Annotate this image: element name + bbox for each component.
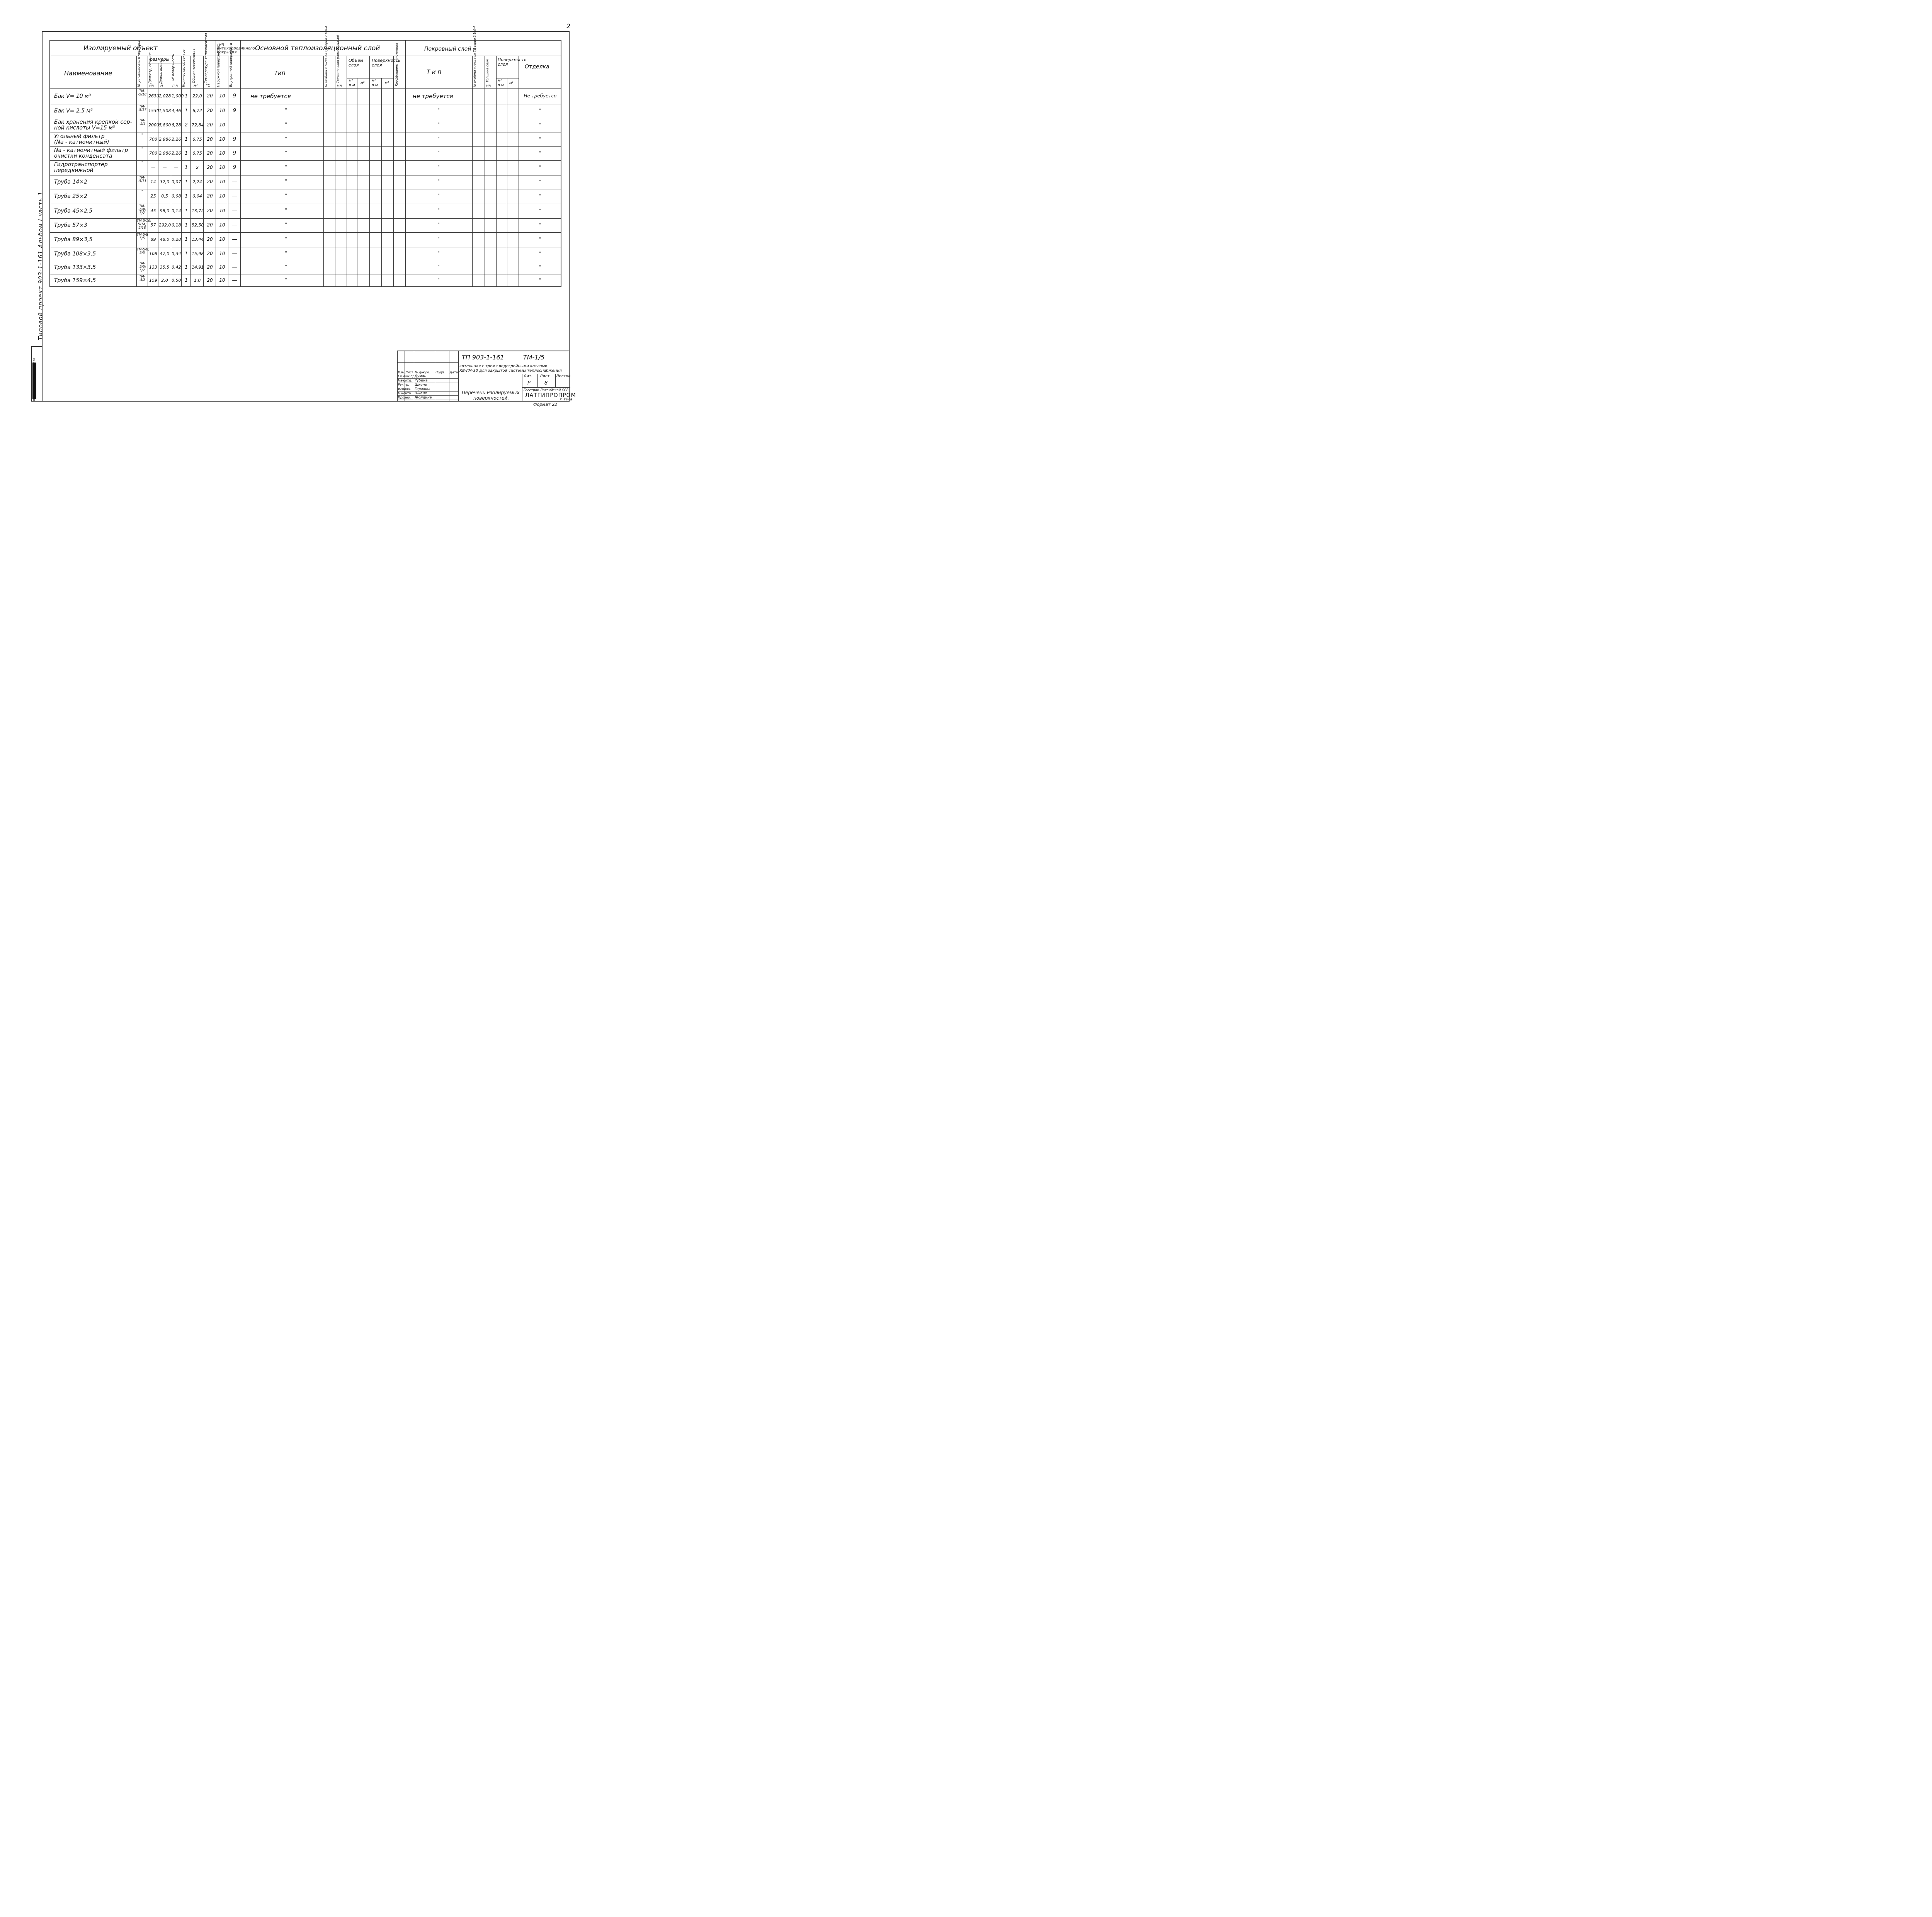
row-name: очистки конденсата [54,153,112,159]
stamp-role: Гл.инж.пр. [398,375,416,378]
sheet-number: 2 [566,22,571,30]
finish: " [539,193,541,199]
cell-total: 1,0 [194,278,201,283]
header-main-type: Тип [274,70,286,77]
cell-total: 2 [196,165,199,170]
doc-title-line1: Перечень изолируемых [462,390,520,395]
sheet-code: ТМ-1/5 [523,354,545,361]
stamp-role: Исполн. [398,387,411,391]
grid-line [369,56,370,287]
cell-q: 1 [185,179,188,185]
org-name: ЛАТГИПРОПРОМ [525,392,576,398]
cell-d: — [151,165,155,170]
cell-s: 2,26 [172,150,181,156]
cell-outer: 10 [219,251,225,257]
cell-temp: 20 [207,251,213,257]
cell-outer: 10 [219,179,225,185]
cell-inner: 9 [233,150,236,156]
cell-l: 0,5 [161,193,168,199]
cell-inner: — [232,264,237,270]
grid-line [472,56,473,287]
cell-s: 0,50 [172,278,181,283]
cell-inner: — [232,277,237,283]
cell-l: 47,0 [160,251,170,256]
cell-temp: 20 [207,264,213,270]
header-cover-surface: Поверхность слоя [498,57,527,67]
cell-inner: — [232,193,237,199]
cell-q: 1 [185,165,188,170]
cell-d: 1530 [148,108,159,113]
cell-inner: — [232,222,237,228]
cover-layer-type: " [437,193,440,198]
cell-outer: 10 [219,222,225,228]
finish: " [539,278,541,283]
title-block: ТП 903-1-161 ТМ-1/5 котельная с тремя водогрейными котлами КВ-ГМ-30 для закрытой системы теплоснабжения Перечень изолируемых поверхностей. Изм. Лист № докум. Подп. Дата Гл.инж.пр. Думан Нач.отд. Рубина Рук.гр. Шкене Исполн. Гержова Н.контр. Шкене Провер. Жолдина Лит. Лист Листов Р 8 Госстрой Латвийской ССР ЛАТГИПРОПРОМ г. Рига [397,351,570,402]
cell-l: 292,0 [159,222,171,228]
cell-q: 2 [185,122,188,128]
cell-inner: 9 [233,93,236,99]
cell-temp: 20 [207,93,213,99]
cell-s: 2,26 [172,136,181,142]
header-cover-layer: Покровный слой [424,46,471,52]
row-name: Труба 45×2,5 [54,208,93,214]
main-layer-type: " [285,150,287,155]
cell-l: 32,0 [160,179,170,184]
cell-s: 1,000 [172,93,184,99]
cell-total: 6,72 [192,108,202,113]
project-code: ТП 903-1-161 [462,354,504,361]
cell-outer: 10 [219,165,225,170]
cell-q: 1 [185,150,188,156]
finish: " [539,264,541,270]
cell-d: 14 [150,179,156,184]
row-name: Бак V= 10 м³ [54,93,91,99]
cell-total: 13,44 [192,237,204,242]
cell-total: 52,50 [192,222,204,228]
cell-q: 1 [185,278,188,283]
cell-temp: 20 [207,179,213,185]
stamp-person: Шкене [415,383,427,387]
main-layer-type: " [285,136,287,141]
grid-line [496,56,497,287]
cell-total: 72,84 [192,122,204,128]
main-layer-type: " [285,264,287,269]
cell-inner: 9 [233,164,236,170]
cover-layer-type: " [437,250,440,256]
cell-inner: — [232,236,237,242]
cover-layer-type: " [437,277,440,283]
finish: " [539,136,541,142]
cell-outer: 10 [219,237,225,242]
stamp-person: Думан [415,375,427,378]
stamp-person: Шкене [415,392,427,395]
finish: Не требуется [524,93,557,99]
row-name: Бак V= 2,5 м² [54,107,93,114]
cover-layer-type: " [437,164,440,170]
cell-d: 108 [149,251,157,256]
row-name: Бак хранения крепкой сер- [54,119,132,125]
cell-l: 98,0 [160,208,170,213]
cell-total: 13,72 [192,208,204,213]
header-temperature: Температура теплоносителя [204,33,208,83]
stamp-person: Рубина [415,379,428,383]
finish: " [539,237,541,242]
cell-q: 1 [185,237,188,242]
header-surface-per-m: м² поверхность [172,54,175,81]
cell-drawing: ТМ-5/8; 5/5 [137,248,150,255]
row-name: ной кислоты V=15 м³ [54,125,115,131]
main-layer-type: " [285,208,287,213]
header-thickness-cover: Толщина слоя [486,59,489,82]
main-layer-type: не требуется [250,93,291,100]
cover-layer-type: " [437,264,440,269]
cell-s: 6,28 [172,122,181,128]
header-outer: Наружной поверхности [217,46,221,87]
cell-outer: 10 [219,108,225,114]
cell-q: 1 [185,193,188,199]
stamp-person: Гержова [415,387,430,391]
cell-d: 159 [149,278,157,283]
finish: " [539,150,541,156]
cell-outer: 10 [219,208,225,214]
row-name: Nа - катионитный фильтр [54,147,128,153]
cover-layer-type: " [437,136,440,141]
cell-q: 1 [185,108,188,114]
cover-layer-type: " [437,179,440,184]
cover-layer-type: " [437,150,440,155]
main-layer-type: " [285,122,287,127]
cell-temp: 20 [207,122,213,128]
finish: " [539,251,541,256]
row-name: Труба 57×3 [54,222,87,228]
cell-s: 0,42 [172,264,181,270]
cell-d: 2630 [148,93,159,99]
cell-s: 0,08 [172,193,181,199]
cell-d: 25 [150,193,156,199]
stamp-role: Нач.отд. [398,379,412,382]
header-name: Наименование [64,70,112,77]
cell-d: 45 [150,208,156,213]
cell-drawing: ТМ- -5/17 [138,105,147,112]
cell-total: 6,75 [192,136,202,142]
row-name: Гидротранспортер [54,162,108,168]
cell-drawing: " [141,190,143,194]
header-main-layer: Основной теплоизоляционный слой [255,44,380,52]
stamp-title-line2: КВ-ГМ-30 для закрытой системы теплоснабжения [459,369,562,373]
cell-total: 0,04 [192,193,202,199]
main-layer-type: " [285,193,287,198]
org-line1: Госстрой Латвийской ССР [524,388,568,392]
header-compaction: Коэффициент уплотнения [395,43,398,86]
cell-total: 22,0 [192,93,202,99]
cell-drawing: ТМ-5/10; 5/14; 5/18 [137,219,151,230]
cell-inner: — [232,208,237,214]
cell-drawing: ТМ-5/8 5/5 [137,233,148,240]
cell-temp: 20 [207,237,213,242]
cell-q: 1 [185,208,188,214]
cell-l: 2,028 [159,93,171,99]
stamp-role: Провер. [398,396,411,399]
header-album-main: № альбома и листа по ТД серии 2.100-4 [325,26,328,87]
row-name: Труба 89×3,5 [54,236,93,243]
row-name: Труба 133×3,5 [54,264,96,271]
cell-q: 1 [185,251,188,257]
header-quantity: Количество объектов [182,49,186,87]
cell-inner: — [232,250,237,257]
format-label: Формат 22 [533,402,558,407]
grid-line [181,56,182,287]
cell-outer: 10 [219,136,225,142]
grid-line [381,78,382,287]
row-name: передвижной [54,167,94,174]
sheet-value: 8 [544,380,548,386]
grid-line [240,41,241,287]
cell-q: 1 [185,264,188,270]
cell-temp: 20 [207,165,213,170]
cover-layer-type: " [437,122,440,127]
header-object: Изолируемый объект [83,44,158,52]
row-name: Труба 14×2 [54,179,87,185]
cell-outer: 10 [219,193,225,199]
main-layer-type: " [285,222,287,227]
main-layer-type: " [285,250,287,256]
finish: " [539,108,541,113]
cell-l: 1,508 [159,108,171,113]
header-cover-type: Т и п [427,68,442,75]
main-layer-type: " [285,236,287,242]
cell-drawing: ТМ- -5/9; 5/7 [138,204,146,215]
cell-drawing: ТМ- -5/11 [138,176,147,183]
finish: " [539,122,541,128]
cell-s: 0,34 [172,251,181,256]
cell-l: 2,986 [159,150,171,156]
cell-d: 700 [149,136,157,142]
stamp-role: Н.контр. [398,392,412,395]
header-length: Длина, высота [159,58,163,84]
cell-l: 2,986 [159,136,171,142]
doc-title-line2: поверхностей. [473,395,509,401]
cell-drawing: ТМ- -5/18 [138,89,147,97]
header-finish: Отделка [525,64,549,70]
lit-value: Р [527,380,531,386]
org-city: г. Рига [560,398,572,402]
row-name: Угольный фильтр [54,133,105,140]
cell-s: 0,18 [172,222,181,228]
cover-layer-type: " [437,208,440,213]
cell-drawing: ТМ- -5/5; 5/7 [138,262,146,272]
row-name: Труба 159×4,5 [54,277,96,284]
cell-temp: 20 [207,278,213,283]
cell-q: 1 [185,136,188,142]
cover-layer-type: не требуется [413,93,453,100]
cell-s: 0,14 [172,208,181,213]
header-thickness-main: Толщина слоя (номинальная) [336,35,340,83]
cell-temp: 20 [207,150,213,156]
cell-d: 700 [149,150,157,156]
cell-s: 0,28 [172,237,181,242]
cell-q: 1 [185,93,188,99]
cell-d: 57 [150,222,156,228]
finish: " [539,179,541,184]
cell-drawing: ТМ- -1/4 [139,119,146,126]
cell-temp: 20 [207,222,213,228]
stamp-person: Жолдина [415,396,432,400]
cell-temp: 20 [207,193,213,199]
cell-temp: 20 [207,136,213,142]
cell-inner: 9 [233,107,236,114]
header-album-cover: № альбома и листа по ТД серии 2.100-4 [473,26,476,87]
cell-outer: 10 [219,150,225,156]
header-total-surface: Общая поверхность [192,48,196,83]
cell-l: 35,5 [160,264,170,270]
row-name: (Nа - катионитный) [54,139,109,145]
cell-inner: — [232,179,237,185]
grid-line [393,56,394,287]
cover-layer-type: " [437,236,440,242]
margin-label: Инв. № подл. Подп. и дата [32,358,36,401]
header-inner: Внутренней поверхности [229,43,233,87]
cell-drawing: " [141,133,143,137]
cell-total: 6,75 [192,150,202,156]
cell-l: 48,0 [160,237,170,242]
cover-layer-type: " [437,222,440,227]
cell-temp: 20 [207,208,213,214]
side-caption: Типовой проект 903-1-161 Альбом I часть 1 [37,191,44,340]
header-surface-layer: Поверхность слоя [372,58,401,68]
cell-outer: 10 [219,278,225,283]
stamp-role: Рук.гр. [398,383,409,386]
main-layer-type: " [285,277,287,283]
finish: " [539,222,541,228]
cell-d: 89 [150,237,156,242]
cell-drawing: ТМ- -5/8 [139,275,146,282]
cell-outer: 10 [219,264,225,270]
cell-drawing: " [141,147,143,151]
cell-d: 133 [149,264,157,270]
header-sizes: размеры [150,57,170,62]
cell-drawing: " [141,161,143,165]
cell-s: 0,07 [172,179,181,184]
cover-layer-type: " [437,107,440,113]
header-drawing: № установочного чертежа [137,41,141,87]
cell-l: — [162,165,167,170]
cell-s: — [174,165,179,170]
cell-outer: 10 [219,93,225,99]
cell-inner: 9 [233,136,236,142]
cell-outer: 10 [219,122,225,128]
cell-temp: 20 [207,108,213,114]
row-name: Труба 25×2 [54,193,87,199]
cell-total: 2,24 [192,179,202,184]
finish: " [539,165,541,170]
main-layer-type: " [285,107,287,113]
finish: " [539,208,541,213]
stamp-title-line1: котельная с тремя водогрейными котлами [459,364,548,368]
cell-l: 2,0 [161,278,168,283]
cell-total: 14,91 [192,264,204,270]
cell-total: 15,98 [192,251,204,256]
main-layer-type: " [285,179,287,184]
cell-inner: — [232,122,237,128]
header-diameter: Диаметр, сечение [148,52,152,84]
insulation-table: Изолируемый объект Наименование № установочного чертежа размеры Диаметр, сечение мм Длина, высота м м² поверхность п.м Количество объектов Общая поверхность м² Температура теплоносителя °С Тип антикоррозийного покрытия Наружной поверхности Внутренней поверхности Основной теплоизоляционный слой Тип № альбома и листа по ТД серии 2.100-4 Толщина слоя (номинальная) мм Объём слоя м³ п.м м³ Поверхность слоя м² п.м м² Коэффициент уплотнения Покровный слой Т и п № альбома и листа по ТД серии 2.100-4 Толщина слоя мм Поверхность слоя м² п.м м² Отделка Бак V= 10 м³ ТМ- -5/18 2630 2,028 1,000 1 22,0 20 10 9 не требуется не требуется Не требуется Бак V= 2,5 м² ТМ- -5/17 1530 1,508 4,46 1 6,72 20 10 9 " " " Бак хранения крепкой сер- ной кислоты V=15 м³ ТМ- -1/4 2000 5,800 6,28 2 72,84 20 10 — " " " Угольный фильтр (Nа - катионитный) " 700 2,986 2,26 1 6,75 20 10 9 " " " Nа - катионитный фильтр очистки конденсата " 700 2,986 2,26 1 6,75 20 10 9 " " " Гидротранспортер передвижной " — — — 1 2 20 10 9 " " " Труба 14×2 ТМ- -5/11 14 32,0 0,07 1 2,24 20 10 — " " " Труба 25×2 " 25 0,5 0,08 1 0,04 20 10 — " " " Труба 45×2,5 ТМ- -5/9; 5/7 45 98,0 0,14 1 13,72 20 10 — " " " Труба 57×3 ТМ-5/10; 5/14; 5/18 57 292,0 0,18 1 52,50 20 10 — " " " Труба 89×3,5 ТМ-5/8 5/5 89 48,0 0,28 1 13,44 20 10 — " " " Труба 108×3,5 ТМ-5/8; 5/5 108 47,0 0,34 1 15,98 20 10 — " " " Труба 133×3,5 ТМ- -5/5; 5/7 133 35,5 0,42 1 14,91 20 10 — " " " Труба 159×4,5 ТМ- -5/8 159 2,0 0,50 1 1,0 20 10 — " " " [49,40,561,287]
cell-s: 4,46 [172,108,181,113]
cell-q: 1 [185,222,188,228]
main-layer-type: " [285,164,287,170]
cell-d: 2000 [148,122,159,128]
grid-line [190,56,191,287]
row-name: Труба 108×3,5 [54,250,96,257]
header-volume: Объём слоя [349,58,364,68]
cell-l: 5,800 [159,122,171,128]
header-anticorr: Тип антикоррозийного покрытия [217,43,255,54]
